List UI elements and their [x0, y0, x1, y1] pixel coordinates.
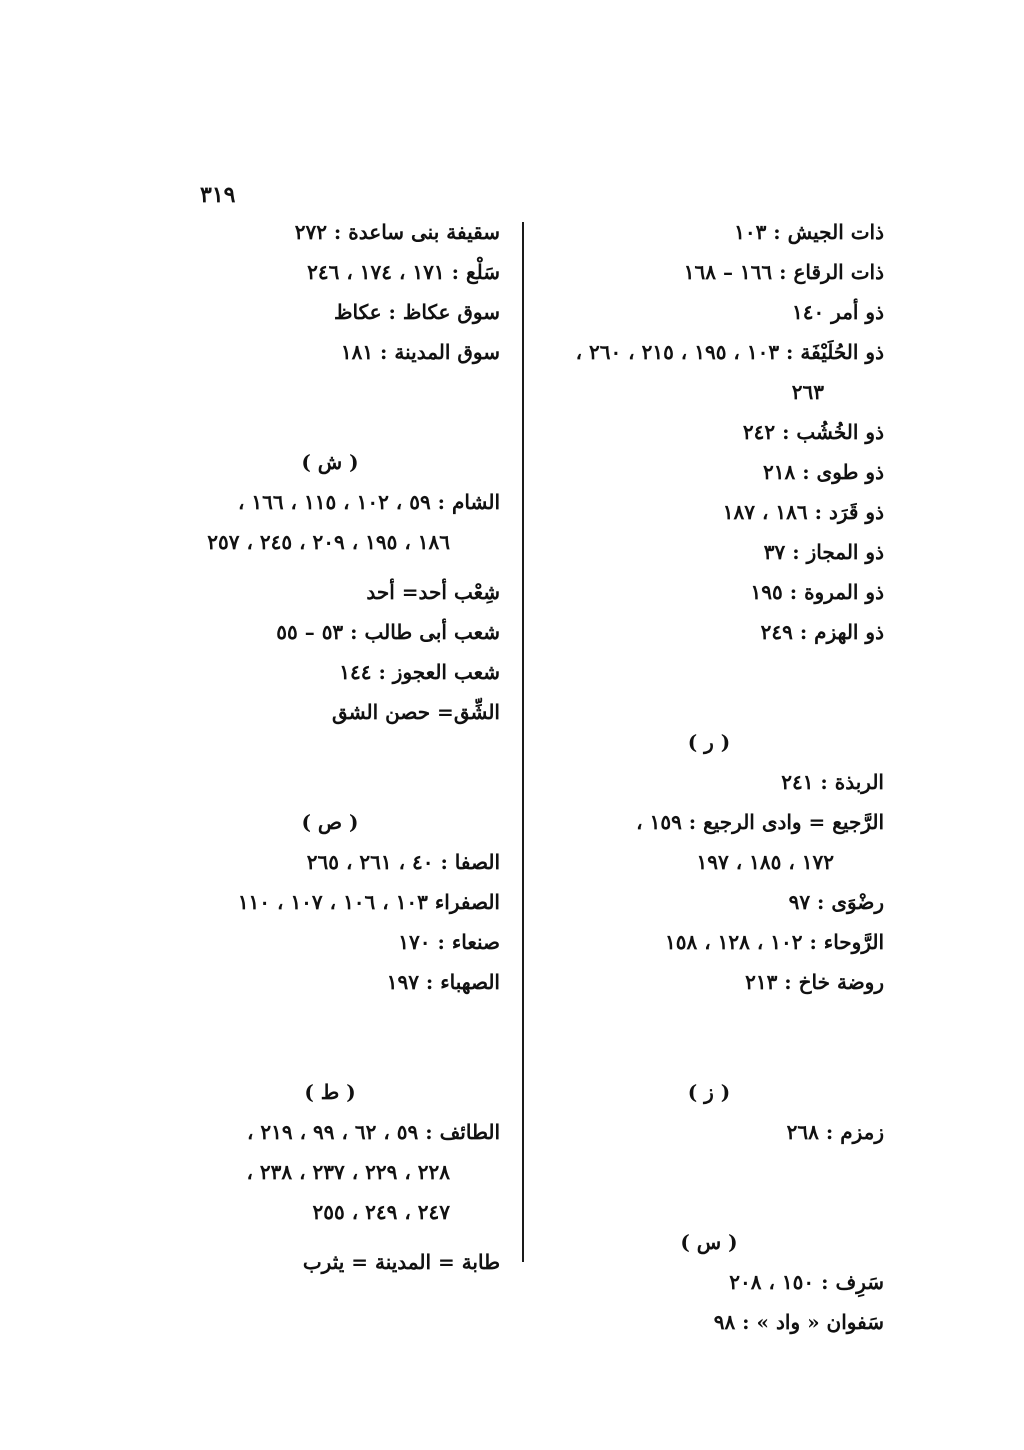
index-entry: سَلْع : ١٧١ ، ١٧٤ ، ٢٤٦: [307, 260, 500, 284]
index-entry: شعب أبى طالب : ٥٣ – ٥٥: [276, 620, 500, 644]
index-entry-continuation: ٢٤٧ ، ٢٤٩ ، ٢٥٥: [312, 1200, 450, 1224]
index-entry: الصهباء : ١٩٧: [386, 970, 500, 994]
index-entry: ذو المجاز : ٣٧: [763, 540, 884, 564]
index-entry: الصفا : ٤٠ ، ٢٦١ ، ٢٦٥: [306, 850, 500, 874]
page-number: ٣١٩: [200, 182, 236, 208]
index-entry: ذو طوى : ٢١٨: [763, 460, 884, 484]
index-entry: ذو المروة : ١٩٥: [750, 580, 884, 604]
left-column: [160, 212, 500, 1282]
index-entry: ذو أمر ١٤٠: [791, 300, 884, 324]
index-entry: زمزم : ٢٦٨: [786, 1120, 884, 1144]
index-entry: سوق عكاظ : عكاظ: [333, 300, 500, 324]
index-entry-continuation: ١٨٦ ، ١٩٥ ، ٢٠٩ ، ٢٤٥ ، ٢٥٧: [207, 530, 450, 554]
section-heading-z: ( ز ): [687, 1080, 731, 1104]
index-entry: الربذة : ٢٤١: [781, 770, 884, 794]
index-entry: سَرِف : ١٥٠ ، ٢٠٨: [729, 1270, 884, 1294]
index-entry: طابة = المدينة = يثرب: [302, 1250, 500, 1274]
index-entry: سَفوان « واد » : ٩٨: [713, 1310, 884, 1334]
index-entry: شِعْب أحد= أحد: [366, 580, 500, 604]
index-entry: ذو الحُلَيْفَة : ١٠٣ ، ١٩٥ ، ٢١٥ ، ٢٦٠ ،: [575, 340, 884, 364]
index-entry-continuation: ٢٦٣: [791, 380, 824, 404]
section-heading-s: ( س ): [680, 1230, 738, 1254]
index-entry: الطائف : ٥٩ ، ٦٢ ، ٩٩ ، ٢١٩ ،: [246, 1120, 500, 1144]
section-heading-ta: ( ط ): [304, 1080, 356, 1104]
index-entry-continuation: ٢٢٨ ، ٢٢٩ ، ٢٣٧ ، ٢٣٨ ،: [246, 1160, 450, 1184]
index-entry: سقيفة بنى ساعدة : ٢٧٢: [294, 220, 500, 244]
index-entry: ذو الهزم : ٢٤٩: [760, 620, 884, 644]
index-entry: ذات الرقاع : ١٦٦ – ١٦٨: [683, 260, 884, 284]
index-entry: ذو الخُشُب : ٢٤٢: [742, 420, 884, 444]
index-entry: صنعاء : ١٧٠: [398, 930, 500, 954]
column-divider: [522, 222, 524, 1262]
index-entry: رضْوَى : ٩٧: [788, 890, 884, 914]
right-column: [534, 212, 884, 1342]
index-entry: روضة خاخ : ٢١٣: [745, 970, 884, 994]
section-heading-r: ( ر ): [687, 730, 731, 754]
index-entry: الرَّجيع = وادى الرجيع : ١٥٩ ،: [636, 810, 884, 834]
index-entry: ذو قَرَد : ١٨٦ ، ١٨٧: [722, 500, 884, 524]
section-heading-sad: ( ص ): [301, 810, 359, 834]
index-entry: الصفراء ١٠٣ ، ١٠٦ ، ١٠٧ ، ١١٠: [237, 890, 500, 914]
index-entry: ذات الجيش : ١٠٣: [734, 220, 884, 244]
index-entry-continuation: ١٧٢ ، ١٨٥ ، ١٩٧: [696, 850, 834, 874]
index-entry: الرَّوحاء : ١٠٢ ، ١٢٨ ، ١٥٨: [665, 930, 884, 954]
index-entry: الشام : ٥٩ ، ١٠٢ ، ١١٥ ، ١٦٦ ،: [237, 490, 500, 514]
index-entry: سوق المدينة : ١٨١: [340, 340, 500, 364]
index-entry: الشِّق= حصن الشق: [332, 700, 500, 724]
index-entry: شعب العجوز : ١٤٤: [339, 660, 500, 684]
section-heading-sh: ( ش ): [301, 450, 359, 474]
